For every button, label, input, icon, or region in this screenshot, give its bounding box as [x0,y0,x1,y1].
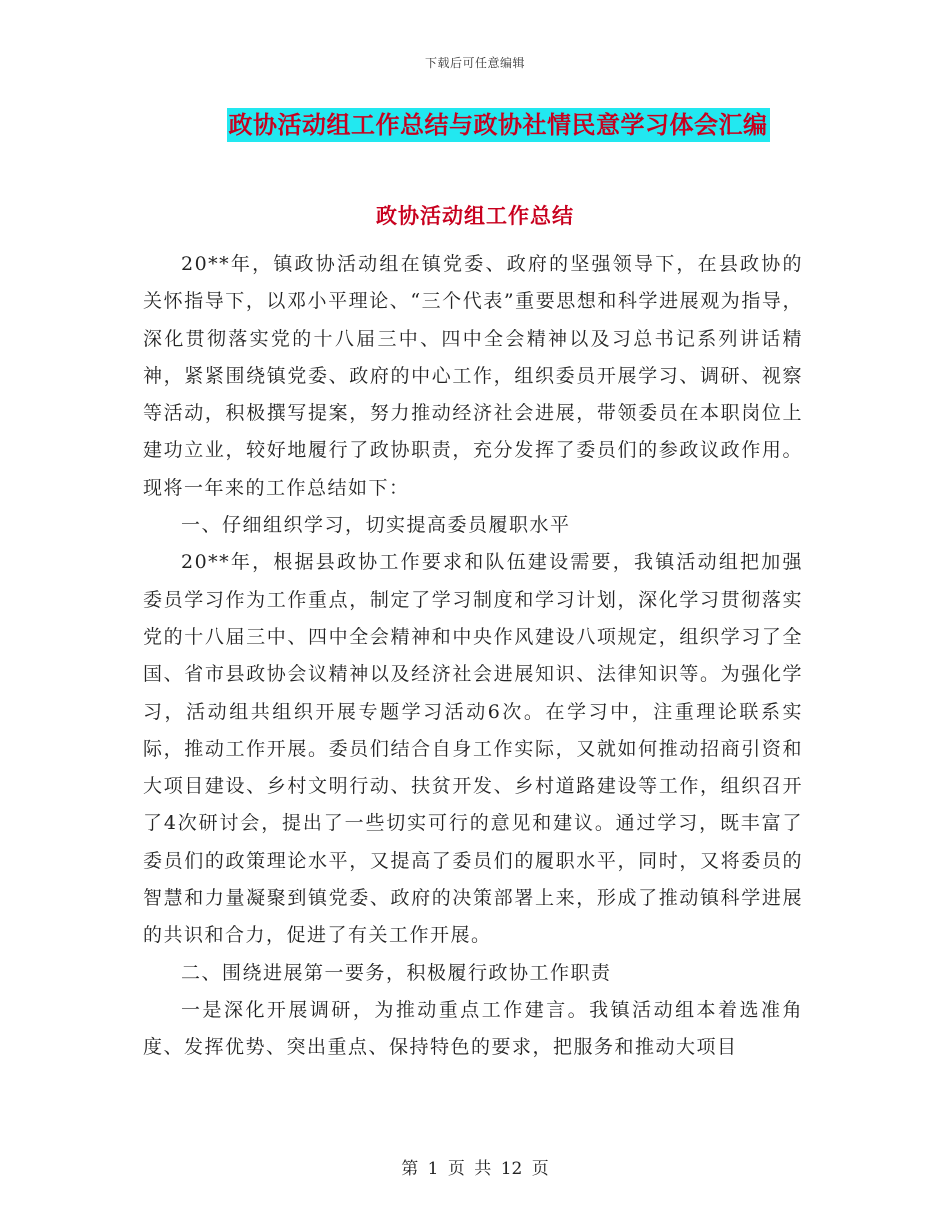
paragraph: 20**年，镇政协活动组在镇党委、政府的坚强领导下，在县政协的关怀指导下，以邓小平理论、“三个代表”重要思想和科学进展观为指导，深化贯彻落实党的十八届三中、四中全会精神以及习总书记系列讲话精神，紧紧围绕镇党委、政府的中心工作，组织委员开展学习、调研、视察等活动，积极撰写提案，努力推动经济社会进展，带领委员在本职岗位上建功立业，较好地履行了政协职责，充分发挥了委员们的参政议政作用。现将一年来的工作总结如下： [143,253,803,499]
document-body [143,246,803,1067]
document-title: 政协活动组工作总结与政协社情民意学习体会汇编 [227,108,770,142]
page-indicator: 第 1 页 共 12 页 [401,1159,549,1179]
header-note: 下载后可任意编辑 [424,56,525,70]
section-title: 政协活动组工作总结 [376,203,574,228]
paragraph-heading: 二、围绕进展第一要务，积极履行政协工作职责 [181,961,612,984]
paragraph: 一是深化开展调研，为推动重点工作建言。我镇活动组本着选准角度、发挥优势、突出重点、保持特色的要求，把服务和推动大项目 [143,998,803,1059]
paragraph-heading: 一、仔细组织学习，切实提高委员履职水平 [181,514,571,537]
paragraph: 20**年，根据县政协工作要求和队伍建设需要，我镇活动组把加强委员学习作为工作重点，制定了学习制度和学习计划，深化学习贯彻落实党的十八届三中、四中全会精神和中央作风建设八项规定，组织学习了全国、省市县政协会议精神以及经济社会进展知识、法律知识等。为强化学习，活动组共组织开展专题学习活动6次。在学习中，注重理论联系实际，推动工作开展。委员们结合自身工作实际，又就如何推动招商引资和大项目建设、乡村文明行动、扶贫开发、乡村道路建设等工作，组织召开了4次研讨会，提出了一些切实可行的意见和建议。通过学习，既丰富了委员们的政策理论水平，又提高了委员们的履职水平，同时，又将委员的智慧和力量凝聚到镇党委、政府的决策部署上来，形成了推动镇科学进展的共识和合力，促进了有关工作开展。 [143,551,803,947]
document-title-container [0,108,950,142]
